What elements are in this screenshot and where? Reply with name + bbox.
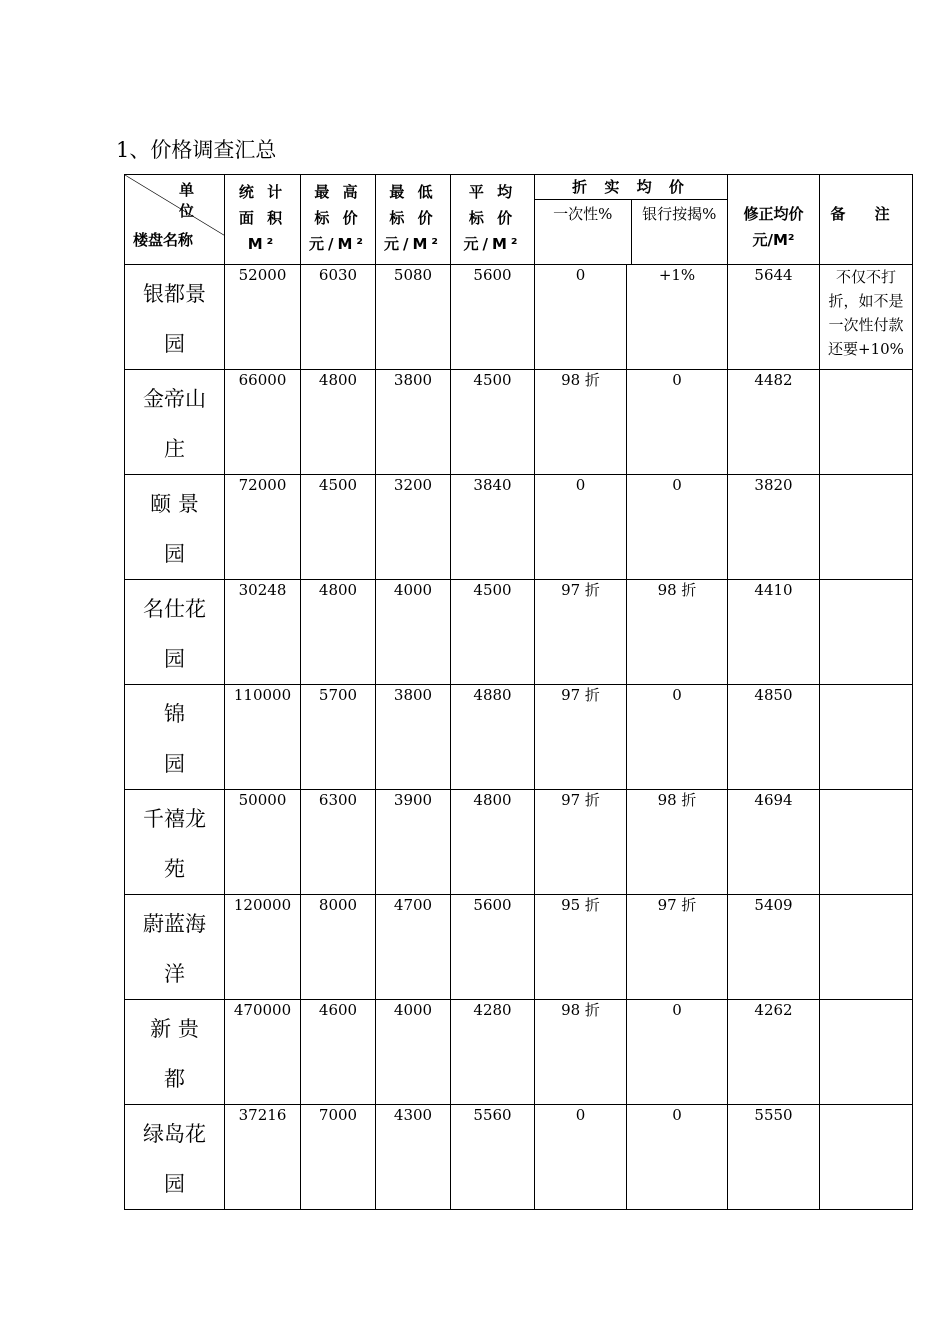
area-cell: 50000 <box>225 790 301 895</box>
max-price-cell: 4800 <box>301 370 376 475</box>
mortgage-cell: 0 <box>627 370 728 475</box>
one-time-cell: 0 <box>535 1105 627 1210</box>
estate-name-label: 楼盘名称 <box>133 231 194 249</box>
one-time-cell: 0 <box>535 265 627 370</box>
mortgage-cell: 0 <box>627 1105 728 1210</box>
estate-name-cell: 绿岛花 园 <box>125 1105 225 1210</box>
remark-cell <box>820 1105 913 1210</box>
estate-name-cell: 金帝山 庄 <box>125 370 225 475</box>
avg-price-cell: 4280 <box>451 1000 535 1105</box>
header-max-price: 最 高 标 价 元/M² <box>301 175 376 265</box>
table-row <box>125 790 913 895</box>
min-price-cell: 3800 <box>376 685 451 790</box>
avg-price-cell: 4880 <box>451 685 535 790</box>
avg-price-cell: 5560 <box>451 1105 535 1210</box>
adjusted-price-cell: 3820 <box>728 475 820 580</box>
table-row <box>125 685 913 790</box>
estate-name-cell: 银都景 园 <box>125 265 225 370</box>
header-row <box>125 175 913 265</box>
remark-cell: 不仅不打 折，如不是 一次性付款 还要+10% <box>820 265 913 370</box>
area-cell: 110000 <box>225 685 301 790</box>
mortgage-cell: 98 折 <box>627 580 728 685</box>
area-cell: 52000 <box>225 265 301 370</box>
estate-name-cell: 千禧龙 苑 <box>125 790 225 895</box>
header-one-time: 一次性% <box>535 200 632 264</box>
remark-cell <box>820 1000 913 1105</box>
avg-price-cell: 4500 <box>451 370 535 475</box>
adjusted-price-cell: 4850 <box>728 685 820 790</box>
header-area: 统 计 面 积 M² <box>225 175 301 265</box>
mortgage-cell: 98 折 <box>627 790 728 895</box>
estate-name-cell: 锦 园 <box>125 685 225 790</box>
table-row <box>125 580 913 685</box>
mortgage-cell: +1% <box>627 265 728 370</box>
table-row <box>125 1105 913 1210</box>
one-time-cell: 97 折 <box>535 790 627 895</box>
section-title: 1、价格调查汇总 <box>116 138 277 162</box>
header-min-price: 最 低 标 价 元/M² <box>376 175 451 265</box>
min-price-cell: 4000 <box>376 1000 451 1105</box>
area-cell: 120000 <box>225 895 301 1000</box>
avg-price-cell: 5600 <box>451 895 535 1000</box>
avg-price-cell: 4800 <box>451 790 535 895</box>
estate-name-cell: 新 贵 都 <box>125 1000 225 1105</box>
min-price-cell: 4700 <box>376 895 451 1000</box>
min-price-cell: 3200 <box>376 475 451 580</box>
mortgage-cell: 0 <box>627 475 728 580</box>
table-row <box>125 475 913 580</box>
table-row <box>125 895 913 1000</box>
max-price-cell: 7000 <box>301 1105 376 1210</box>
table-body <box>125 265 913 1210</box>
one-time-cell: 98 折 <box>535 370 627 475</box>
price-survey-table <box>124 174 913 1210</box>
area-cell: 30248 <box>225 580 301 685</box>
min-price-cell: 5080 <box>376 265 451 370</box>
one-time-cell: 97 折 <box>535 580 627 685</box>
remark-cell <box>820 475 913 580</box>
area-cell: 66000 <box>225 370 301 475</box>
min-price-cell: 4000 <box>376 580 451 685</box>
estate-name-cell: 颐 景 园 <box>125 475 225 580</box>
max-price-cell: 4600 <box>301 1000 376 1105</box>
max-price-cell: 8000 <box>301 895 376 1000</box>
one-time-cell: 98 折 <box>535 1000 627 1105</box>
avg-price-cell: 3840 <box>451 475 535 580</box>
adjusted-price-cell: 4482 <box>728 370 820 475</box>
min-price-cell: 3800 <box>376 370 451 475</box>
remark-cell <box>820 370 913 475</box>
table-row <box>125 370 913 475</box>
mortgage-cell: 0 <box>627 1000 728 1105</box>
min-price-cell: 3900 <box>376 790 451 895</box>
table-row <box>125 265 913 370</box>
max-price-cell: 4800 <box>301 580 376 685</box>
one-time-cell: 97 折 <box>535 685 627 790</box>
max-price-cell: 4500 <box>301 475 376 580</box>
unit-label: 单 位 <box>178 181 208 220</box>
header-remark: 备 注 <box>820 175 913 265</box>
header-diagonal-cell <box>125 175 225 265</box>
adjusted-price-cell: 4410 <box>728 580 820 685</box>
one-time-cell: 0 <box>535 475 627 580</box>
adjusted-price-cell: 5550 <box>728 1105 820 1210</box>
estate-name-cell: 蔚蓝海 洋 <box>125 895 225 1000</box>
max-price-cell: 5700 <box>301 685 376 790</box>
header-mortgage: 银行按揭% <box>642 205 717 223</box>
estate-name-cell: 名仕花 园 <box>125 580 225 685</box>
max-price-cell: 6300 <box>301 790 376 895</box>
one-time-cell: 95 折 <box>535 895 627 1000</box>
max-price-cell: 6030 <box>301 265 376 370</box>
remark-cell <box>820 685 913 790</box>
table-row <box>125 1000 913 1105</box>
mortgage-cell: 0 <box>627 685 728 790</box>
remark-cell <box>820 790 913 895</box>
adjusted-price-cell: 4694 <box>728 790 820 895</box>
header-discount-group <box>535 175 728 265</box>
discount-group-label: 折 实 均 价 <box>535 175 727 200</box>
header-avg-price: 平 均 标 价 元/M² <box>451 175 535 265</box>
avg-price-cell: 5600 <box>451 265 535 370</box>
area-cell: 72000 <box>225 475 301 580</box>
adjusted-price-cell: 4262 <box>728 1000 820 1105</box>
remark-cell <box>820 895 913 1000</box>
adjusted-price-cell: 5409 <box>728 895 820 1000</box>
area-cell: 37216 <box>225 1105 301 1210</box>
remark-cell <box>820 580 913 685</box>
mortgage-cell: 97 折 <box>627 895 728 1000</box>
header-adjusted-price: 修正均价 元/M² <box>728 175 820 265</box>
adjusted-price-cell: 5644 <box>728 265 820 370</box>
area-cell: 470000 <box>225 1000 301 1105</box>
avg-price-cell: 4500 <box>451 580 535 685</box>
min-price-cell: 4300 <box>376 1105 451 1210</box>
